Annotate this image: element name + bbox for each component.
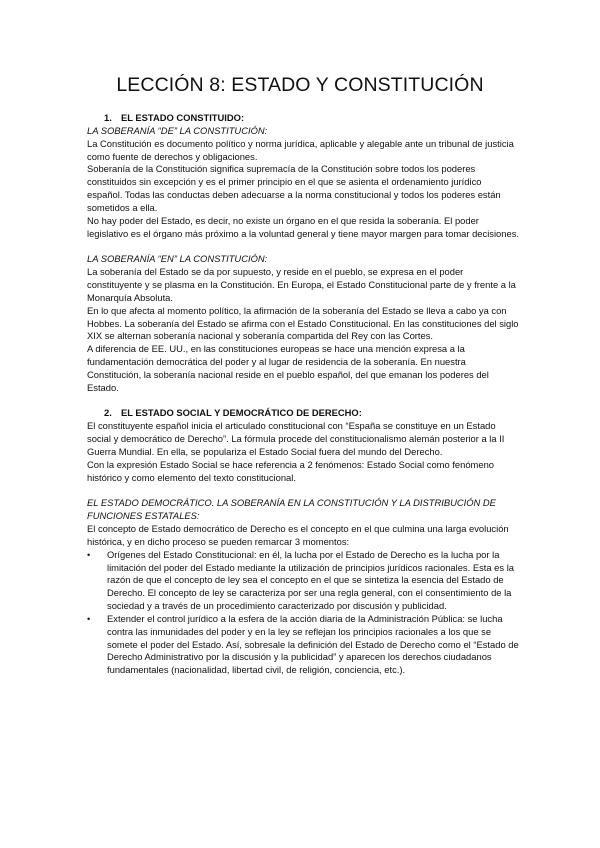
list-item [87,549,519,613]
paragraph: El concepto de Estado democrático de Derecho es el concepto en el que culmina una larga evolución histórica, y en dicho proceso se pueden remarcar 3 momentos: [87,523,509,547]
page-title: LECCIÓN 8: ESTADO Y CONSTITUCIÓN [116,74,484,96]
section-1-subheading-2: LA SOBERANÍA “EN” LA CONSTITUCIÓN: [87,253,268,265]
document-body [87,112,519,677]
bullet-icon: • [87,612,91,624]
paragraph: El constituyente español inicia el articulado constitucional con “España se constituye en un Estado social y democrático de Derecho”. La fórmula procede del constitucionalismo alemán posterior a la II Guerra Mundial. En ella, se populariza el Estado Social fuera del mundo del Derecho. [87,420,505,457]
list-item [87,613,519,677]
section-1-heading [87,112,519,125]
section-1-subheading-1: LA SOBERANÍA “DE” LA CONSTITUCIÓN: [87,124,268,136]
paragraph: No hay poder del Estado, es decir, no existe un órgano en el que resida la soberanía. El poder legislativo es el órgano más próximo a la voluntad general y tiene mayor margen para tomar decisiones. [87,214,519,239]
section-2-title: EL ESTADO SOCIAL Y DEMOCRÁTICO DE DERECHO: [121,407,362,419]
bullet-list [87,549,519,677]
paragraph: Con la expresión Estado Social se hace referencia a 2 fenómenos: Estado Social como fenómeno histórico y como elemento del texto constitucional. [87,458,495,483]
paragraph: La Constitución es documento político y norma jurídica, aplicable y alegable ante un tribunal de justicia como fuente de derechos y obligaciones. [87,137,514,162]
section-2-subheading-1: EL ESTADO DEMOCRÁTICO. LA SOBERANÍA EN LA CONSTITUCIÓN Y LA DISTRIBUCIÓN DE FUNCIONES ESTATALES: [87,497,496,522]
section-1-number: 1. [104,112,112,123]
bullet-icon: • [87,548,91,560]
paragraph: La soberanía del Estado se da por supuesto, y reside en el pueblo, se expresa en el poder constituyente y se plasma en la Constitución. En Europa, el Estado Constitucional parte de y frente a la Monarquía Absoluta. [87,266,516,303]
section-2-heading [87,407,519,420]
section-2-number: 2. [104,407,112,419]
paragraph: Soberanía de la Constitución significa supremacía de la Constitución sobre todos los poderes constituidos sin excepción y es el primer principio en el que se asienta el ordenamiento jurídico español. Todas las conductas deben adecuarse a la norma constitucional y todos los poderes están sometidos a ella. [87,163,501,213]
paragraph: En lo que afecta al momento político, la afirmación de la soberanía del Estado se lleva a cabo ya con Hobbes. La soberanía del Estado se afirma con el Estado Constitucional. En las constituciones del siglo XIX se alternan soberanía nacional y soberanía compartida del Rey con las Cortes. [87,304,519,342]
list-item-text: Extender el control jurídico a la esfera de la acción diaria de la Administración Pública: se lucha contra las inmunidades del poder y en la ley se reflejan los principios racionales a los que se somete el poder del Estado. Así, sobresale la definición del Estado de Derecho como el “Estado de Derecho Administrativo por la discusión y la publicidad” y aparecen los derechos ciudadanos fundamentales (nacionalidad, libertad civil, de religión, conciencia, etc.). [107,612,519,676]
list-item-text: Orígenes del Estado Constitucional: en él, la lucha por el Estado de Derecho es la lucha por la limitación del poder del Estado mediante la utilización de principios jurídicos racionales. Esta es la razón de que el concepto de ley sea el concepto en el que se sintetiza la esencia del Estado de Derecho. El concepto de ley se caracteriza por ser una regla general, con el consentimiento de la sociedad y a través de un procedimiento caracterizado por discusión y publicidad. [107,548,514,612]
section-1-title: EL ESTADO CONSTITUIDO: [121,112,245,123]
paragraph: A diferencia de EE. UU., en las constituciones europeas se hace una mención expresa a la fundamentación democrática del poder y al lugar de residencia de la soberanía. En nuestra Constitución, la soberanía nacional reside en el pueblo español, del que emanan los poderes del Estado. [87,343,489,393]
